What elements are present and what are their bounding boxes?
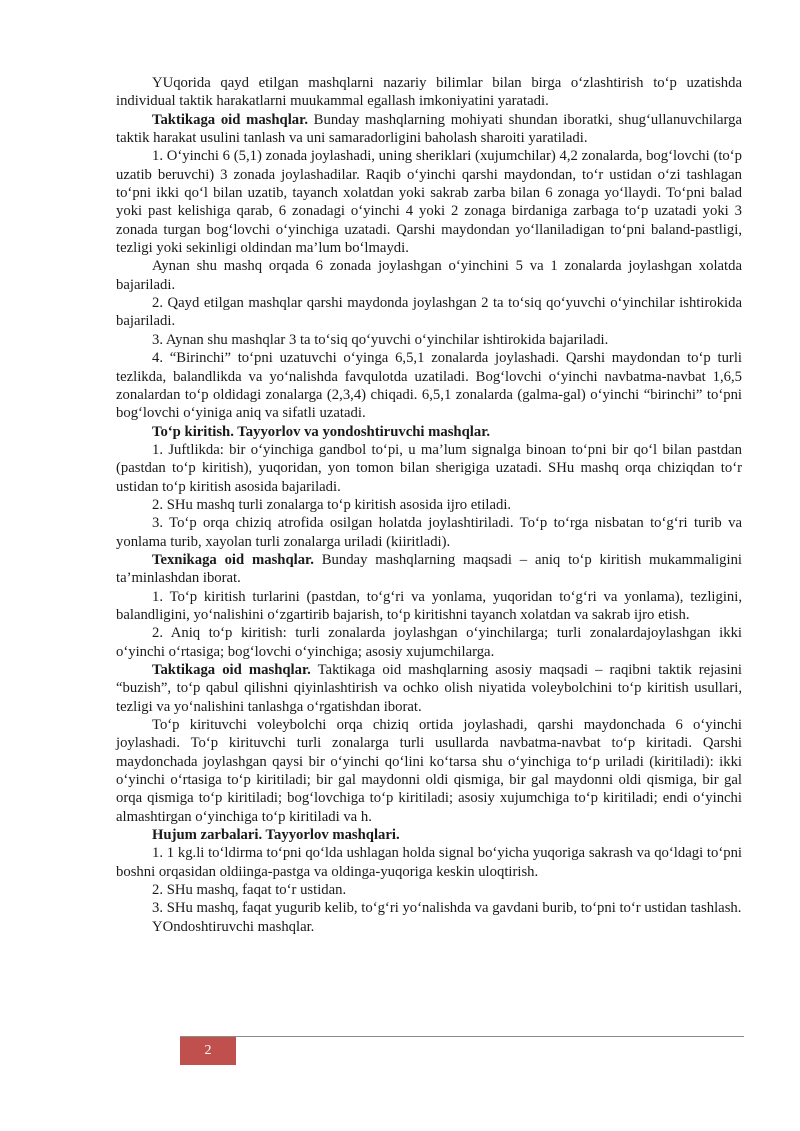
page-number: 2: [180, 1037, 236, 1065]
paragraph: To‘p kirituvchi voleybolchi orqa chiziq ortida joylashadi, qarshi maydonchada 6 o‘yinchi joylashadi. To‘p kirituvchi turli zonalarga turli usullarda navbatma-navbat to‘p kiritadi. Qarshi maydonchada joylashgan qaysi bir o‘yinchi qo‘lini ko‘tarsa shu o‘yinchiga to‘p uriladi (kiritiladi): ikki o‘yinchi o‘rtasiga to‘p kiritiladi; bir gal maydonni oldi qismiga, bir gal maydonni oldi qismiga, bir gal orqa qismiga to‘p kiritiladi; bog‘lovchiga to‘p kiritiladi; asosiy xujumchiga to‘p kiritiladi; endi o‘yinchi almashtirgan o‘yinchiga to‘p kiritiladi va h.: [116, 717, 742, 825]
paragraph: 2. SHu mashq, faqat to‘r ustidan.: [152, 882, 347, 899]
section-heading: Hujum zarbalari. Tayyorlov mashqlari.: [152, 827, 400, 844]
paragraph: 1. To‘p kiritish turlarini (pastdan, to‘g‘ri va yonlama, yuqoridan to‘g‘ri va yonlama), tezligini, balandligini, yo‘nalishini o‘zgartirib bajarish, to‘p kiritishni tayanch xolatdan va sakrab ijro etish.: [116, 588, 742, 623]
paragraph: YOndoshtiruvchi mashqlar.: [152, 918, 315, 935]
document-body: [116, 74, 742, 936]
paragraph: Taktikaga oid mashqlar. Bunday mashqlarning mohiyati shundan iboratki, shug‘ullanuvchilarga taktik harakat usulini tanlash va uni samaradorligini baholash sharoiti yaratiladi.: [116, 111, 743, 147]
paragraph: Taktikaga oid mashqlar. Taktikaga oid mashqlarning asosiy maqsadi – raqibni taktik rejasini “buzish”, to‘p qabul qilishni qiyinlashtirish va ochko olish niyatida voleybolchini to‘p kiritish usullari, tezligi va yo‘nalishini tanlashga o‘rgatishdan iborat.: [116, 662, 743, 715]
paragraph: 4. “Birinchi” to‘pni uzatuvchi o‘yinga 6,5,1 zonalarda joylashadi. Qarshi maydondan to‘p turli tezlikda, balandlikda va yo‘nalishda favqulotda uzatiladi. Bog‘lovchi o‘yinchi navbatma-navbat 1,6,5 zonalardan to‘p oldidagi zonalarga (2,3,4) chiqadi. 6,5,1 zonalarda (galma-gal) o‘yinchi “birinchi” to‘pni bog‘lovchi o‘yiniga aniq va sifatli uzatadi.: [116, 350, 742, 422]
paragraph: 1. Juftlikda: bir o‘yinchiga gandbol to‘pi, u ma’lum signalga binoan to‘pni bir qo‘l bilan pastdan (pastdan to‘p kiritish), yuqoridan, yon tomon bilan sherigiga uzatadi. SHu mashq orqa chiziqdan to‘r ustidan to‘p kiritish asosida bajariladi.: [116, 441, 742, 495]
paragraph: YUqorida qayd etilgan mashqlarni nazariy bilimlar bilan birga o‘zlashtirish to‘p uzatishda individual taktik harakatlarni muukammal egallash imkoniyatini yaratadi.: [116, 75, 742, 110]
paragraph: 3. SHu mashq, faqat yugurib kelib, to‘g‘ri yo‘nalishda va gavdani burib, to‘pni to‘r ustidan tashlash.: [152, 900, 742, 917]
paragraph: 1. O‘yinchi 6 (5,1) zonada joylashadi, uning sheriklari (xujumchilar) 4,2 zonalarda, bog‘lovchi (to‘p uzatib beruvchi) 3 zonada joylashadilar. Raqib o‘yinchi qarshi maydondan, to‘r ustidan o‘zi tashlagan to‘pni ikki qo‘l bilan uzatib, tayanch xolatdan yoki sakrab zarba bilan 6 zonaga yo‘llaydi. To‘pni balad yoki past kelishiga qarab, 6 zonadagi o‘yinchi 4 yoki 2 zonaga birdaniga zarbaga to‘p uzatadi yoki 3 zonada turgan bog‘lovchi o‘yinchiga uzatadi. Qarshi maydondan yo‘llaniladigan to‘pni baland-pastligi, tezligi yoki sekinligi oldindan ma’lum bo‘lmaydi.: [116, 148, 742, 257]
paragraph: 2. Qayd etilgan mashqlar qarshi maydonda joylashgan 2 ta to‘siq qo‘yuvchi o‘yinchilar ishtirokida bajariladi.: [116, 295, 742, 330]
paragraph: Texnikaga oid mashqlar. Bunday mashqlarning maqsadi – aniq to‘p kiritish mukammaligini ta’minlashdan iborat.: [116, 551, 742, 587]
paragraph: 3. To‘p orqa chiziq atrofida osilgan holatda joylashtiriladi. To‘p to‘rga nisbatan to‘g‘ri turib va yonlama turib, xayolan turli zonalarga uriladi (kiiritladi).: [116, 515, 742, 550]
paragraph: 2. SHu mashq turli zonalarga to‘p kiritish asosida ijro etiladi.: [152, 496, 512, 513]
paragraph: 3. Aynan shu mashqlar 3 ta to‘siq qo‘yuvchi o‘yinchilar ishtirokida bajariladi.: [152, 331, 609, 348]
paragraph: 1. 1 kg.li to‘ldirma to‘pni qo‘lda ushlagan holda signal bo‘yicha yuqoriga sakrash va qo‘ldagi to‘pni boshni orqasidan oldiinga-pastga va oldinga-yuqoriga keskin uloqtirish.: [116, 845, 742, 880]
footer-divider: [180, 1036, 744, 1037]
paragraph: Aynan shu mashq orqada 6 zonada joylashgan o‘yinchini 5 va 1 zonalarda joylashgan xolatda bajariladi.: [116, 258, 742, 293]
paragraph: 2. Aniq to‘p kiritish: turli zonalarda joylashgan o‘yinchilarga; turli zonalardajoylashgan ikki o‘yinchi o‘rtasiga; bog‘lovchi o‘yinchiga; asosiy xujumchilarga.: [116, 625, 742, 660]
section-heading: To‘p kiritish. Tayyorlov va yondoshtiruvchi mashqlar.: [152, 423, 491, 440]
